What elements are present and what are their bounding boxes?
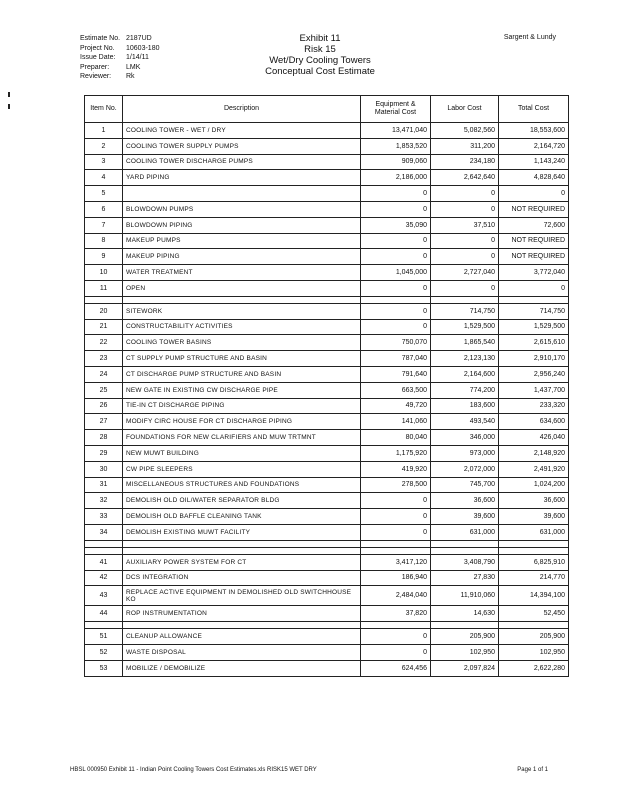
spacer-cell: [123, 296, 361, 303]
description-cell: MISCELLANEOUS STRUCTURES AND FOUNDATIONS: [123, 477, 361, 493]
labor-cost-cell: 973,000: [431, 445, 499, 461]
table-row: [85, 217, 569, 233]
equipment-cost-cell: 1,045,000: [361, 265, 431, 281]
description-cell: COOLING TOWER - WET / DRY: [123, 123, 361, 139]
equipment-cost-cell: 0: [361, 644, 431, 660]
labor-cost-cell: 39,600: [431, 509, 499, 525]
item-number-cell: 8: [85, 233, 123, 249]
description-cell: DEMOLISH OLD OIL/WATER SEPARATOR BLDG: [123, 493, 361, 509]
labor-cost-cell: 205,900: [431, 629, 499, 645]
item-number-cell: 6: [85, 201, 123, 217]
total-cost-cell: 102,950: [499, 644, 569, 660]
spacer-cell: [499, 296, 569, 303]
equipment-cost-cell: 35,090: [361, 217, 431, 233]
table-row: [85, 201, 569, 217]
table-row: [85, 644, 569, 660]
spacer-cell: [431, 296, 499, 303]
description-cell: WATER TREATMENT: [123, 265, 361, 281]
col-header-labor: Labor Cost: [431, 96, 499, 123]
labor-cost-cell: 11,910,060: [431, 586, 499, 606]
total-cost-cell: 1,024,200: [499, 477, 569, 493]
labor-cost-cell: 0: [431, 249, 499, 265]
spacer-cell: [361, 547, 431, 554]
equipment-cost-cell: 0: [361, 303, 431, 319]
meta-row: [80, 44, 159, 54]
total-cost-cell: 39,600: [499, 509, 569, 525]
meta-label: Project No.: [80, 44, 115, 52]
item-number-cell: 28: [85, 430, 123, 446]
meta-label: Issue Date:: [80, 54, 116, 61]
description-cell: MOBILIZE / DEMOBILIZE: [123, 660, 361, 676]
total-cost-cell: 4,828,640: [499, 170, 569, 186]
equipment-cost-cell: 2,186,000: [361, 170, 431, 186]
description-cell: BLOWDOWN PIPING: [123, 217, 361, 233]
spacer-cell: [123, 622, 361, 629]
description-cell: CONSTRUCTABILITY ACTIVITIES: [123, 319, 361, 335]
description-cell: AUXILIARY POWER SYSTEM FOR CT: [123, 554, 361, 570]
item-number-cell: 23: [85, 351, 123, 367]
item-number-cell: 43: [85, 586, 123, 606]
description-cell: NEW GATE IN EXISTING CW DISCHARGE PIPE: [123, 382, 361, 398]
total-cost-cell: NOT REQUIRED: [499, 233, 569, 249]
item-number-cell: 3: [85, 154, 123, 170]
spacer-cell: [361, 296, 431, 303]
description-cell: DEMOLISH EXISTING MUWT FACILITY: [123, 524, 361, 540]
meta-value: 10603-180: [126, 44, 160, 52]
labor-cost-cell: 631,000: [431, 524, 499, 540]
equipment-cost-cell: 0: [361, 524, 431, 540]
equipment-cost-cell: 0: [361, 509, 431, 525]
table-row: [85, 606, 569, 622]
total-cost-cell: 2,910,170: [499, 351, 569, 367]
table-row: [85, 233, 569, 249]
labor-cost-cell: 0: [431, 201, 499, 217]
table-row: [85, 586, 569, 606]
description-cell: TIE-IN CT DISCHARGE PIPING: [123, 398, 361, 414]
total-cost-cell: 2,164,720: [499, 138, 569, 154]
table-row: [85, 493, 569, 509]
equipment-cost-cell: 0: [361, 233, 431, 249]
spacer-cell: [499, 547, 569, 554]
spacer-cell: [85, 540, 123, 547]
meta-value: Rk: [126, 73, 135, 80]
equipment-cost-cell: 624,456: [361, 660, 431, 676]
item-number-cell: 41: [85, 554, 123, 570]
description-cell: COOLING TOWER DISCHARGE PUMPS: [123, 154, 361, 170]
description-cell: CLEANUP ALLOWANCE: [123, 629, 361, 645]
equipment-cost-cell: 80,040: [361, 430, 431, 446]
table-row: [85, 319, 569, 335]
equipment-cost-cell: 750,070: [361, 335, 431, 351]
meta-row: [80, 34, 159, 44]
table-row: [85, 524, 569, 540]
item-number-cell: 4: [85, 170, 123, 186]
item-number-cell: 27: [85, 414, 123, 430]
total-cost-cell: NOT REQUIRED: [499, 201, 569, 217]
total-cost-cell: 3,772,040: [499, 265, 569, 281]
meta-label: Estimate No.: [80, 35, 121, 42]
equipment-cost-cell: 0: [361, 249, 431, 265]
item-number-cell: 42: [85, 570, 123, 586]
equipment-cost-cell: 1,175,920: [361, 445, 431, 461]
labor-cost-cell: 36,600: [431, 493, 499, 509]
labor-cost-cell: 2,123,130: [431, 351, 499, 367]
description-cell: OPEN: [123, 280, 361, 296]
labor-cost-cell: 0: [431, 233, 499, 249]
equipment-cost-cell: 0: [361, 186, 431, 202]
total-cost-cell: 2,615,610: [499, 335, 569, 351]
description-cell: COOLING TOWER SUPPLY PUMPS: [123, 138, 361, 154]
spacer-cell: [361, 540, 431, 547]
table-spacer-row: [85, 622, 569, 629]
margin-mark: [8, 104, 10, 109]
item-number-cell: 1: [85, 123, 123, 139]
description-cell: BLOWDOWN PUMPS: [123, 201, 361, 217]
description-cell: DCS INTEGRATION: [123, 570, 361, 586]
labor-cost-cell: 311,200: [431, 138, 499, 154]
table-row: [85, 629, 569, 645]
table-row: [85, 398, 569, 414]
table-row: [85, 461, 569, 477]
labor-cost-cell: 2,642,640: [431, 170, 499, 186]
spacer-cell: [499, 540, 569, 547]
col-header-description: Description: [123, 96, 361, 123]
spacer-cell: [431, 622, 499, 629]
labor-cost-cell: 2,727,040: [431, 265, 499, 281]
equipment-cost-cell: 49,720: [361, 398, 431, 414]
equipment-cost-cell: 37,820: [361, 606, 431, 622]
labor-cost-cell: 745,700: [431, 477, 499, 493]
description-cell: YARD PIPING: [123, 170, 361, 186]
description-cell: SITEWORK: [123, 303, 361, 319]
spacer-cell: [431, 547, 499, 554]
col-header-total: Total Cost: [499, 96, 569, 123]
description-cell: MAKEUP PIPING: [123, 249, 361, 265]
table-row: [85, 138, 569, 154]
description-cell: ROP INSTRUMENTATION: [123, 606, 361, 622]
item-number-cell: 52: [85, 644, 123, 660]
table-row: [85, 249, 569, 265]
table-row: [85, 414, 569, 430]
total-cost-cell: 14,394,100: [499, 586, 569, 606]
col-header-equipment: Equipment & Material Cost: [361, 96, 431, 123]
total-cost-cell: 714,750: [499, 303, 569, 319]
meta-value: LMK: [126, 63, 141, 71]
document-title-block: [230, 33, 410, 77]
equipment-cost-cell: 2,484,040: [361, 586, 431, 606]
table-row: [85, 186, 569, 202]
description-cell: MODIFY CIRC HOUSE FOR CT DISCHARGE PIPING: [123, 414, 361, 430]
labor-cost-cell: 102,950: [431, 644, 499, 660]
equipment-cost-cell: 1,853,520: [361, 138, 431, 154]
labor-cost-cell: 0: [431, 186, 499, 202]
item-number-cell: 31: [85, 477, 123, 493]
organization-name: Sargent & Lundy: [503, 34, 556, 41]
spacer-cell: [85, 547, 123, 554]
item-number-cell: 33: [85, 509, 123, 525]
total-cost-cell: 0: [499, 186, 569, 202]
table-row: [85, 477, 569, 493]
item-number-cell: 22: [85, 335, 123, 351]
item-number-cell: 53: [85, 660, 123, 676]
estimate-metadata: [80, 34, 159, 82]
description-cell: DEMOLISH OLD BAFFLE CLEANING TANK: [123, 509, 361, 525]
equipment-cost-cell: 663,500: [361, 382, 431, 398]
table-row: [85, 170, 569, 186]
total-cost-cell: 634,600: [499, 414, 569, 430]
equipment-cost-cell: 278,500: [361, 477, 431, 493]
total-cost-cell: 36,600: [499, 493, 569, 509]
total-cost-cell: 0: [499, 280, 569, 296]
item-number-cell: 29: [85, 445, 123, 461]
description-cell: WASTE DISPOSAL: [123, 644, 361, 660]
item-number-cell: 21: [85, 319, 123, 335]
estimate-title: Conceptual Cost Estimate: [265, 66, 375, 77]
labor-cost-cell: 346,000: [431, 430, 499, 446]
description-cell: REPLACE ACTIVE EQUIPMENT IN DEMOLISHED OLD SWITCHHOUSE KO: [123, 586, 361, 606]
item-number-cell: 5: [85, 186, 123, 202]
total-cost-cell: 52,450: [499, 606, 569, 622]
total-cost-cell: 1,529,500: [499, 319, 569, 335]
table-row: [85, 265, 569, 281]
table-spacer-row: [85, 540, 569, 547]
table-header-row: [85, 96, 569, 123]
meta-row: [80, 72, 159, 82]
total-cost-cell: 2,622,280: [499, 660, 569, 676]
total-cost-cell: 205,900: [499, 629, 569, 645]
equipment-cost-cell: 0: [361, 201, 431, 217]
meta-label: Reviewer:: [80, 73, 112, 80]
labor-cost-cell: 27,830: [431, 570, 499, 586]
table-row: [85, 351, 569, 367]
labor-cost-cell: 5,082,560: [431, 123, 499, 139]
description-cell: CT SUPPLY PUMP STRUCTURE AND BASIN: [123, 351, 361, 367]
table-spacer-row: [85, 296, 569, 303]
item-number-cell: 20: [85, 303, 123, 319]
labor-cost-cell: 0: [431, 280, 499, 296]
spacer-cell: [431, 540, 499, 547]
item-number-cell: 30: [85, 461, 123, 477]
table-spacer-row: [85, 547, 569, 554]
footer-file-path: HBSL 000950 Exhibit 11 - Indian Point Cooling Towers Cost Estimates.xls RISK15 WET DRY: [70, 767, 317, 773]
labor-cost-cell: 37,510: [431, 217, 499, 233]
equipment-cost-cell: 0: [361, 319, 431, 335]
labor-cost-cell: 774,200: [431, 382, 499, 398]
item-number-cell: 24: [85, 366, 123, 382]
total-cost-cell: 233,320: [499, 398, 569, 414]
meta-row: [80, 63, 159, 73]
description-cell: CW PIPE SLEEPERS: [123, 461, 361, 477]
total-cost-cell: NOT REQUIRED: [499, 249, 569, 265]
col-header-item: Item No.: [85, 96, 123, 123]
total-cost-cell: 2,956,240: [499, 366, 569, 382]
equipment-cost-cell: 13,471,040: [361, 123, 431, 139]
item-number-cell: 11: [85, 280, 123, 296]
table-row: [85, 154, 569, 170]
total-cost-cell: 1,437,700: [499, 382, 569, 398]
description-cell: NEW MUWT BUILDING: [123, 445, 361, 461]
description-cell: COOLING TOWER BASINS: [123, 335, 361, 351]
table-row: [85, 570, 569, 586]
table-row: [85, 280, 569, 296]
meta-value: 2187UD: [126, 35, 152, 42]
item-number-cell: 34: [85, 524, 123, 540]
equipment-cost-cell: 909,060: [361, 154, 431, 170]
total-cost-cell: 631,000: [499, 524, 569, 540]
item-number-cell: 32: [85, 493, 123, 509]
table-row: [85, 554, 569, 570]
equipment-cost-cell: 141,060: [361, 414, 431, 430]
total-cost-cell: 2,491,920: [499, 461, 569, 477]
margin-mark: [8, 92, 10, 97]
risk-title: Risk 15: [304, 44, 336, 55]
table-body: [85, 123, 569, 677]
cost-estimate-table: [84, 95, 569, 677]
spacer-cell: [85, 296, 123, 303]
equipment-cost-cell: 186,940: [361, 570, 431, 586]
labor-cost-cell: 3,408,790: [431, 554, 499, 570]
table-row: [85, 660, 569, 676]
meta-label: Preparer:: [80, 63, 110, 71]
labor-cost-cell: 2,164,600: [431, 366, 499, 382]
description-cell: MAKEUP PUMPS: [123, 233, 361, 249]
equipment-cost-cell: 0: [361, 629, 431, 645]
labor-cost-cell: 714,750: [431, 303, 499, 319]
table-row: [85, 366, 569, 382]
total-cost-cell: 72,600: [499, 217, 569, 233]
total-cost-cell: 6,825,910: [499, 554, 569, 570]
spacer-cell: [85, 622, 123, 629]
meta-row: [80, 53, 159, 63]
table-row: [85, 430, 569, 446]
table-row: [85, 303, 569, 319]
meta-value: 1/14/11: [126, 54, 149, 61]
labor-cost-cell: 2,072,000: [431, 461, 499, 477]
equipment-cost-cell: 787,040: [361, 351, 431, 367]
labor-cost-cell: 493,540: [431, 414, 499, 430]
table-row: [85, 445, 569, 461]
item-number-cell: 44: [85, 606, 123, 622]
equipment-cost-cell: 791,640: [361, 366, 431, 382]
exhibit-title: Exhibit 11: [299, 33, 341, 44]
subject-title: Wet/Dry Cooling Towers: [269, 55, 371, 66]
description-cell: CT DISCHARGE PUMP STRUCTURE AND BASIN: [123, 366, 361, 382]
labor-cost-cell: 183,600: [431, 398, 499, 414]
equipment-cost-cell: 3,417,120: [361, 554, 431, 570]
item-number-cell: 25: [85, 382, 123, 398]
table-row: [85, 509, 569, 525]
total-cost-cell: 2,148,920: [499, 445, 569, 461]
footer-page-number: Page 1 of 1: [517, 767, 548, 773]
item-number-cell: 10: [85, 265, 123, 281]
labor-cost-cell: 2,097,824: [431, 660, 499, 676]
equipment-cost-cell: 419,920: [361, 461, 431, 477]
spacer-cell: [123, 547, 361, 554]
total-cost-cell: 1,143,240: [499, 154, 569, 170]
table-row: [85, 123, 569, 139]
item-number-cell: 51: [85, 629, 123, 645]
table-row: [85, 382, 569, 398]
spacer-cell: [123, 540, 361, 547]
total-cost-cell: 426,040: [499, 430, 569, 446]
equipment-cost-cell: 0: [361, 493, 431, 509]
table-row: [85, 335, 569, 351]
labor-cost-cell: 14,630: [431, 606, 499, 622]
labor-cost-cell: 1,865,540: [431, 335, 499, 351]
spacer-cell: [499, 622, 569, 629]
labor-cost-cell: 1,529,500: [431, 319, 499, 335]
labor-cost-cell: 234,180: [431, 154, 499, 170]
description-cell: FOUNDATIONS FOR NEW CLARIFIERS AND MUW TRTMNT: [123, 430, 361, 446]
total-cost-cell: 18,553,600: [499, 123, 569, 139]
item-number-cell: 7: [85, 217, 123, 233]
item-number-cell: 9: [85, 249, 123, 265]
item-number-cell: 2: [85, 138, 123, 154]
description-cell: [123, 186, 361, 202]
total-cost-cell: 214,770: [499, 570, 569, 586]
item-number-cell: 26: [85, 398, 123, 414]
equipment-cost-cell: 0: [361, 280, 431, 296]
spacer-cell: [361, 622, 431, 629]
